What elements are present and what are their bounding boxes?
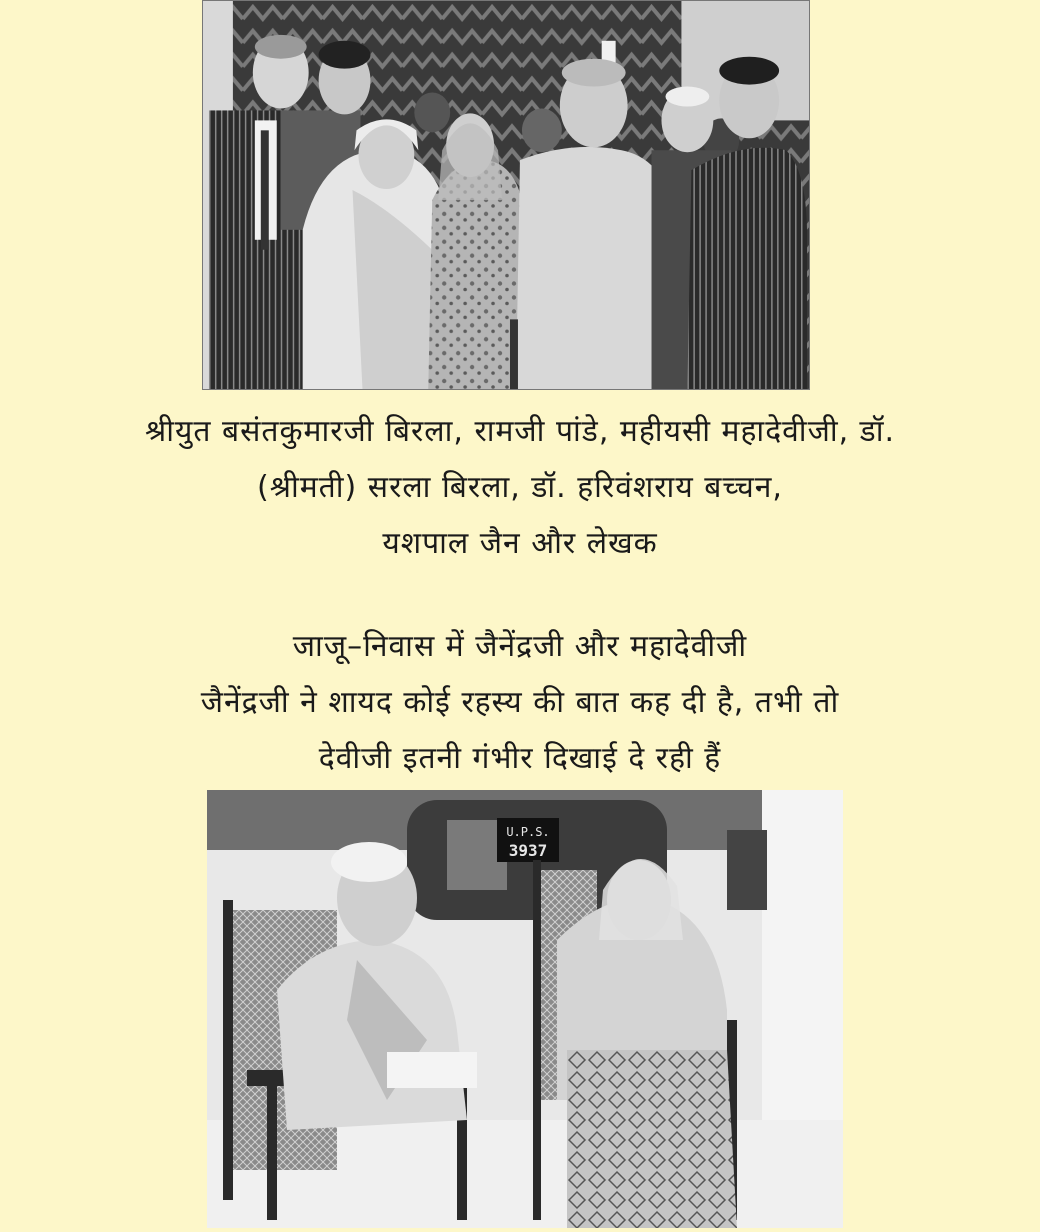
caption-line: देवीजी इतनी गंभीर दिखाई दे रही हैं: [318, 741, 722, 776]
veranda-photo-illustration: [207, 790, 843, 1228]
group-photo: [202, 0, 810, 390]
group-photo-caption: [0, 404, 1040, 572]
veranda-photo: [207, 790, 843, 1228]
license-plate-line: U.P.S.: [506, 825, 550, 839]
caption-line: श्रीयुत बसंतकुमारजी बिरला, रामजी पांडे, महीयसी महादेवीजी, डॉ.: [144, 414, 896, 449]
caption-line: जैनेंद्रजी ने शायद कोई रहस्य की बात कह दी है, तभी तो: [200, 685, 840, 720]
veranda-photo-caption: [0, 619, 1040, 787]
caption-line: जाजू–निवास में जैनेंद्रजी और महादेवीजी: [292, 629, 748, 664]
caption-line: यशपाल जैन और लेखक: [382, 526, 658, 561]
license-plate-line: 3937: [508, 841, 548, 860]
caption-line: (श्रीमती) सरला बिरला, डॉ. हरिवंशराय बच्चन,: [257, 470, 783, 505]
group-photo-illustration: [203, 1, 809, 389]
